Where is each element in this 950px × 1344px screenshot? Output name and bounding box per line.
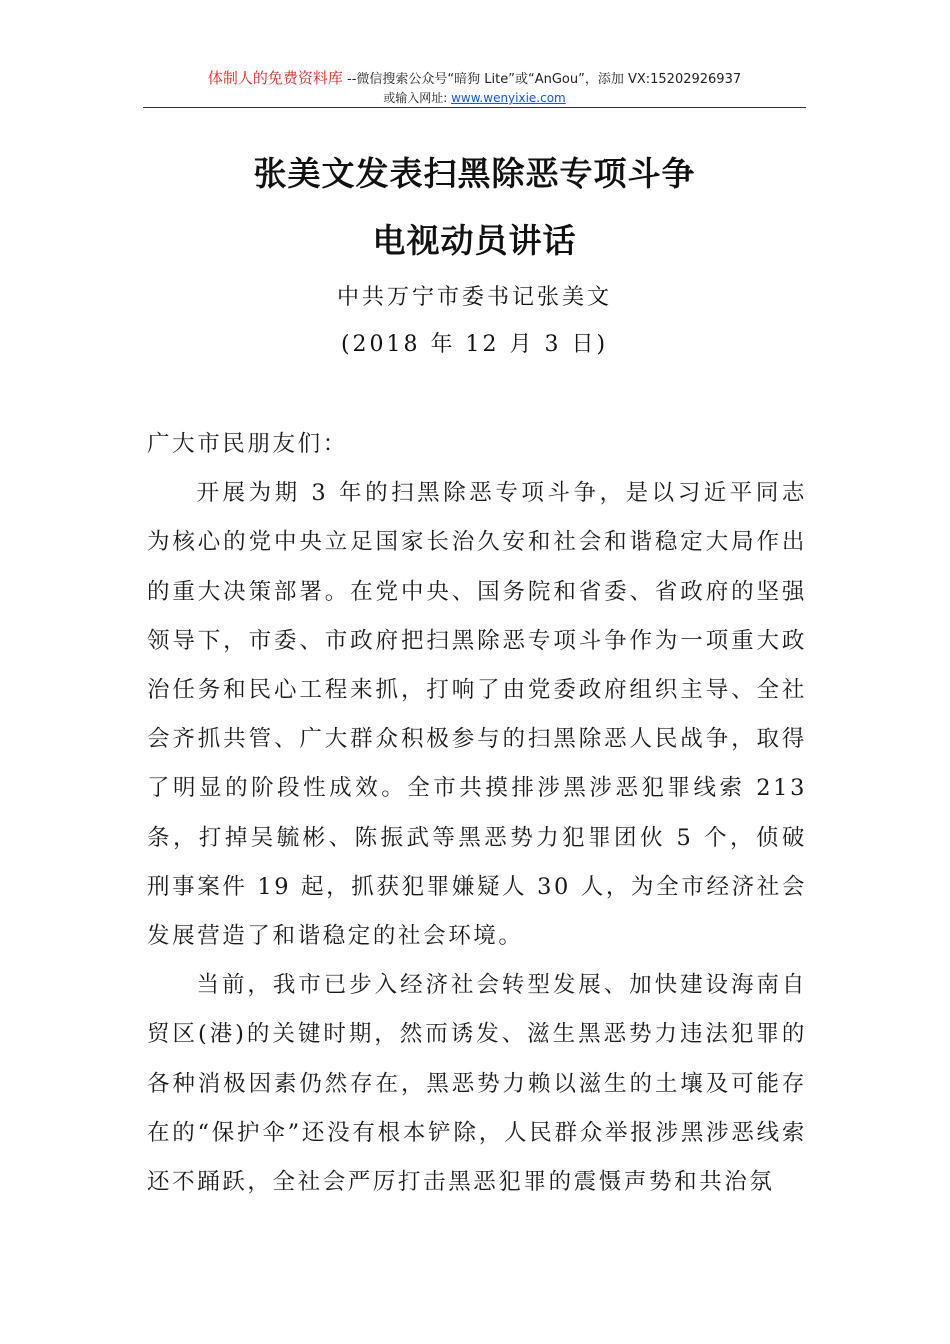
salutation: 广大市民朋友们：: [147, 431, 348, 457]
header-url-line: [143, 90, 806, 106]
header-brand: 体制人的免费资料库: [207, 69, 343, 87]
body-paragraph: 开展为期 3 年的扫黑除恶专项斗争，是以习近平同志为核心的党中央立足国家长治久安和社会和谐稳定大局作出的重大决策部署。在党中央、国务院和省委、省政府的坚强领导下，市委、市政府把扫黑除恶专项斗争作为一项重大政治任务和民心工程来抓，打响了由党委政府组织主导、全社会齐抓共管、广大群众积极参与的扫黑除恶人民战争，取得了明显的阶段性成效。全市共摸排涉黑涉恶犯罪线索 213 条，打掉吴毓彬、陈振武等黑恶势力犯罪团伙 5 个，侦破刑事案件 19 起，抓获犯罪嫌疑人 30 人，为全市经济社会发展营造了和谐稳定的社会环境。: [147, 480, 807, 950]
body-paragraph: 当前，我市已步入经济社会转型发展、加快建设海南自贸区(港)的关键时期，然而诱发、滋生黑恶势力违法犯罪的各种消极因素仍然存在，黑恶势力赖以滋生的土壤及可能存在的“保护伞”还没有根本铲除，人民群众举报涉黑涉恶线索还不踊跃，全社会严厉打击黑恶犯罪的震慑声势和共治氛: [147, 972, 807, 1196]
document-title-line2: 电视动员讲话: [372, 221, 577, 260]
document-author: 中共万宁市委书记张美文: [336, 285, 612, 310]
document-title-line1: 张美文发表扫黑除恶专项斗争: [253, 154, 696, 193]
header-divider: [143, 107, 806, 108]
header-url-prefix: 或输入网址:: [383, 91, 452, 105]
document-date: (2018 年 12 月 3 日): [340, 332, 609, 357]
header-contact-info: --微信搜索公众号“暗狗 Lite”或“AnGou”，添加 VX:15202926937: [342, 72, 742, 87]
page-header: [143, 68, 806, 106]
document-body: [147, 420, 807, 1207]
header-url-link[interactable]: www.wenyixie.com: [451, 91, 566, 105]
header-promo-line: [143, 68, 806, 90]
